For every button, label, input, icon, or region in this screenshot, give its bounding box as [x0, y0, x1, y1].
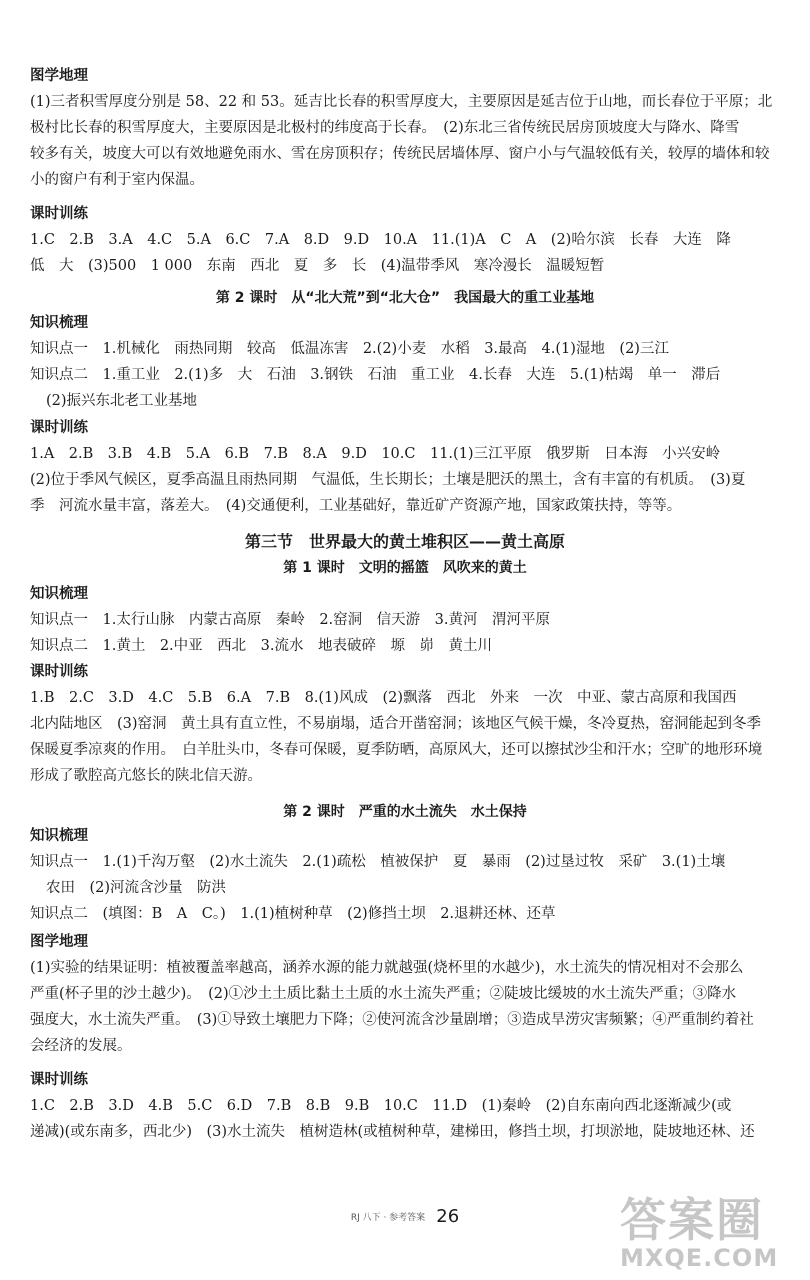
text-line: 低 大 (3)500 1 000 东南 西北 夏 多 长 (4)温带季风 寒冷漫长 温暖短暂 [30, 258, 605, 274]
text-line: 北内陆地区 (3)窑洞 黄土具有直立性，不易崩塌，适合开凿窑洞；该地区气候干燥，冬冷夏热，窑洞能起到冬季 [30, 716, 762, 732]
section-heading: 知识梳理 [30, 315, 88, 331]
keshi-xunlian-block-3 [30, 662, 782, 789]
text-line: 强度大，水土流失严重。 (3)①导致土壤肥力下降；②使河流含沙量剧增；③造成旱涝灾害频繁；④严重制约着社 [30, 1012, 754, 1028]
section-heading: 课时训练 [30, 664, 88, 680]
text-line: 1.C 2.B 3.A 4.C 5.A 6.C 7.A 8.D 9.D 10.A 11.(1)A C A (2)哈尔滨 长春 大连 降 [30, 232, 731, 248]
lesson-title: 第 2 课时 严重的水土流失 水土保持 [283, 804, 527, 820]
text-line: 会经济的发展。 [30, 1038, 132, 1054]
text-line: 较多有关，坡度大可以有效地避免雨水、雪在房顶积存；传统民居墙体厚、窗户小与气温较低有关，较厚的墙体和较 [30, 146, 770, 162]
text-line: 1.B 2.C 3.D 4.C 5.B 6.A 7.B 8.(1)风成 (2)飘落 西北 外来 一次 中亚、蒙古高原和我国西 [30, 690, 737, 706]
section-heading: 知识梳理 [30, 586, 88, 602]
section-heading: 图学地理 [30, 68, 88, 84]
text-line: (1)实验的结果证明：植被覆盖率越高，涵养水源的能力就越强(烧杯里的水越少)，水土流失的情况相对不会那么 [30, 960, 744, 976]
text-line: (2)位于季风气候区，夏季高温且雨热同期 气温低，生长期长；土壤是肥沃的黑土，含有丰富的有机质。 (3)夏 [30, 472, 746, 488]
footer-label: RJ 八下 · 参考答案 [350, 1213, 426, 1223]
text-line: 知识点二 1.黄土 2.中亚 西北 3.流水 地表破碎 塬 峁 黄土川 [30, 638, 493, 654]
text-line: 递减)(或东南多，西北少) (3)水土流失 植树造林(或植树种草，建梯田，修挡土坝，打坝淤地，陡坡地还林、还 [30, 1124, 755, 1140]
text-line: 1.A 2.B 3.B 4.B 5.A 6.B 7.B 8.A 9.D 10.C 11.(1)三江平原 俄罗斯 日本海 小兴安岭 [30, 446, 721, 462]
text-line: 保暖夏季凉爽的作用。 白羊肚头巾，冬春可保暖，夏季防晒，高原风大，还可以擦拭沙尘和汗水；空旷的地形环境 [30, 742, 763, 758]
keshi-xunlian-block-2 [30, 418, 782, 519]
page-number: 26 [436, 1206, 460, 1227]
lesson-title: 第 1 课时 文明的摇篮 风吹来的黄土 [283, 560, 527, 576]
tuxue-dili-block-1 [30, 66, 782, 193]
text-line: 知识点一 1.太行山脉 内蒙古高原 秦岭 2.窑洞 信天游 3.黄河 渭河平原 [30, 612, 551, 628]
text-line: 季 河流水量丰富，落差大。 (4)交通便利，工业基础好，靠近矿产资源产地，国家政策扶持，等等。 [30, 498, 682, 514]
text-line: 农田 (2)河流含沙量 防洪 [46, 880, 227, 896]
text-line: (1)三者积雪厚度分别是 58、22 和 53。延吉比长春的积雪厚度大，主要原因是延吉位于山地，而长春位于平原；北 [30, 94, 773, 110]
section-heading: 图学地理 [30, 934, 88, 950]
section-heading: 知识梳理 [30, 828, 88, 844]
lesson-title: 第 2 课时 从“北大荒”到“北大仓” 我国最大的重工业基地 [215, 290, 595, 306]
text-line: 知识点二 1.重工业 2.(1)多 大 石油 3.钢铁 石油 重工业 4.长春 大连 5.(1)枯竭 单一 滞后 [30, 367, 721, 383]
tuxue-dili-block-2 [30, 932, 782, 1059]
section-heading: 课时训练 [30, 206, 88, 222]
text-line: 知识点二 (填图：B A C。) 1.(1)植树种草 (2)修挡土坝 2.退耕还林、还草 [30, 906, 556, 922]
zhishi-shuli-block-1 [30, 313, 782, 414]
watermark-logo [620, 1195, 800, 1277]
section-heading: 课时训练 [30, 1072, 88, 1088]
watermark-url: MXQE.COM [620, 1244, 779, 1272]
text-line: 知识点一 1.机械化 雨热同期 较高 低温冻害 2.(2)小麦 水稻 3.最高 4.(1)湿地 (2)三江 [30, 341, 669, 357]
watermark-text: 答案圈 [620, 1193, 764, 1247]
keshi-xunlian-block-4 [30, 1070, 782, 1145]
text-line: 小的窗户有利于室内保温。 [30, 172, 204, 188]
text-line: 知识点一 1.(1)千沟万壑 (2)水土流失 2.(1)疏松 植被保护 夏 暴雨 (2)过垦过牧 采矿 3.(1)土壤 [30, 854, 726, 870]
text-line: 极村比长春的积雪厚度大，主要原因是北极村的纬度高于长春。 (2)东北三省传统民居房顶坡度大与降水、降雪 [30, 120, 740, 136]
keshi-xunlian-block-1 [30, 204, 782, 279]
text-line: 形成了歌腔高亢悠长的陕北信天游。 [30, 768, 262, 784]
section-title: 第三节 世界最大的黄土堆积区——黄土高原 [244, 532, 565, 551]
zhishi-shuli-block-3 [30, 826, 782, 927]
zhishi-shuli-block-2 [30, 584, 782, 659]
text-line: (2)振兴东北老工业基地 [46, 393, 198, 409]
section-heading: 课时训练 [30, 420, 88, 436]
text-line: 严重(杯子里的沙土越少)。 (2)①沙土土质比黏土土质的水土流失严重；②陡坡比缓坡的水土流失严重；③降水 [30, 986, 737, 1002]
text-line: 1.C 2.B 3.D 4.B 5.C 6.D 7.B 8.B 9.B 10.C 11.D (1)秦岭 (2)自东南向西北逐渐减少(或 [30, 1098, 732, 1114]
